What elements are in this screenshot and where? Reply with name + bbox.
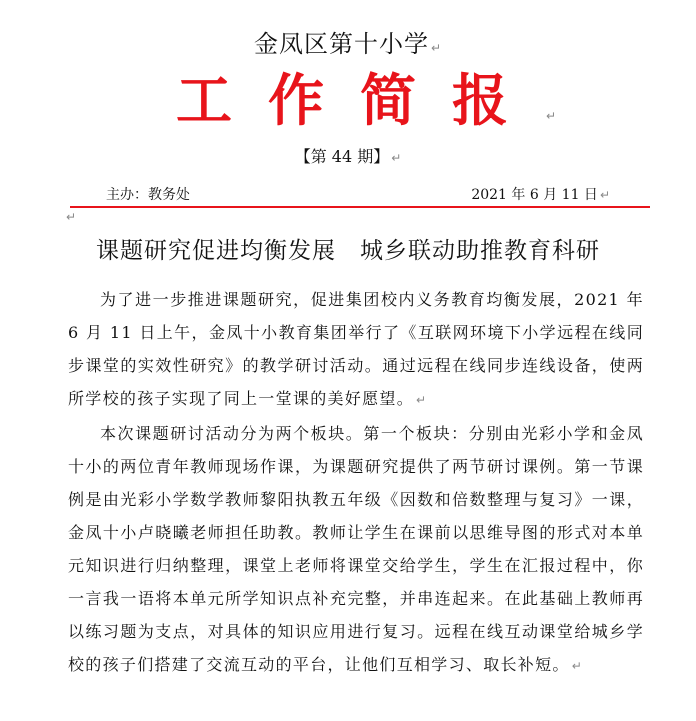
header-divider	[70, 206, 650, 208]
issue-date	[471, 184, 610, 204]
paragraph-mark-icon: ↵	[545, 109, 557, 123]
paragraph-mark-icon: ↵	[416, 393, 428, 407]
paragraph-mark-icon: ↵	[66, 210, 77, 224]
paragraph-mark-icon: ↵	[571, 659, 584, 673]
article-paragraph	[68, 417, 644, 683]
article-body	[68, 283, 644, 683]
school-name-text: 金凤区第十小学	[253, 30, 429, 58]
paragraph-mark-icon: ↵	[430, 41, 443, 55]
brief-title	[0, 66, 696, 151]
school-name	[0, 24, 696, 59]
paragraph-mark-icon: ↵	[391, 151, 402, 165]
article-paragraph	[68, 283, 644, 417]
brief-title-text: 工作简报	[175, 68, 544, 134]
article-title: 课题研究促进均衡发展 城乡联动助推教育科研	[96, 238, 600, 264]
paragraph-text: 为了进一步推进课题研究，促进集团校内义务教育均衡发展，2021 年 6 月 11 日上午，金凤十小教育集团举行了《互联网环境下小学远程在线同步课堂的实效性研究》的教学研讨活动。通过远程在线同步连线设备，使两所学校的孩子实现了同上一堂课的美好愿望。	[68, 290, 644, 408]
host-org: 主办：教务处	[106, 187, 190, 203]
issue-number	[0, 144, 696, 167]
issue-date-text: 2021 年 6 月 11 日	[471, 187, 598, 203]
paragraph-mark-icon: ↵	[599, 188, 610, 202]
paragraph-text: 本次课题研讨活动分为两个板块。第一个板块：分别由光彩小学和金凤十小的两位青年教师现场作课，为课题研究提供了两节研讨课例。第一节课例是由光彩小学数学教师黎阳执教五年级《因数和倍数整理与复习》一课，金凤十小卢晓曦老师担任助教。教师让学生在课前以思维导图的形式对本单元知识进行归纳整理，课堂上老师将课堂交给学生，学生在汇报过程中，你一言我一语将本单元所学知识点补充完整，并串连起来。在此基础上教师再以练习题为支点，对具体的知识应用进行复习。远程在线互动课堂给城乡学校的孩子们搭建了交流互动的平台，让他们互相学习、取长补短。	[68, 424, 644, 674]
issue-number-text: 【第 44 期】	[294, 147, 390, 166]
